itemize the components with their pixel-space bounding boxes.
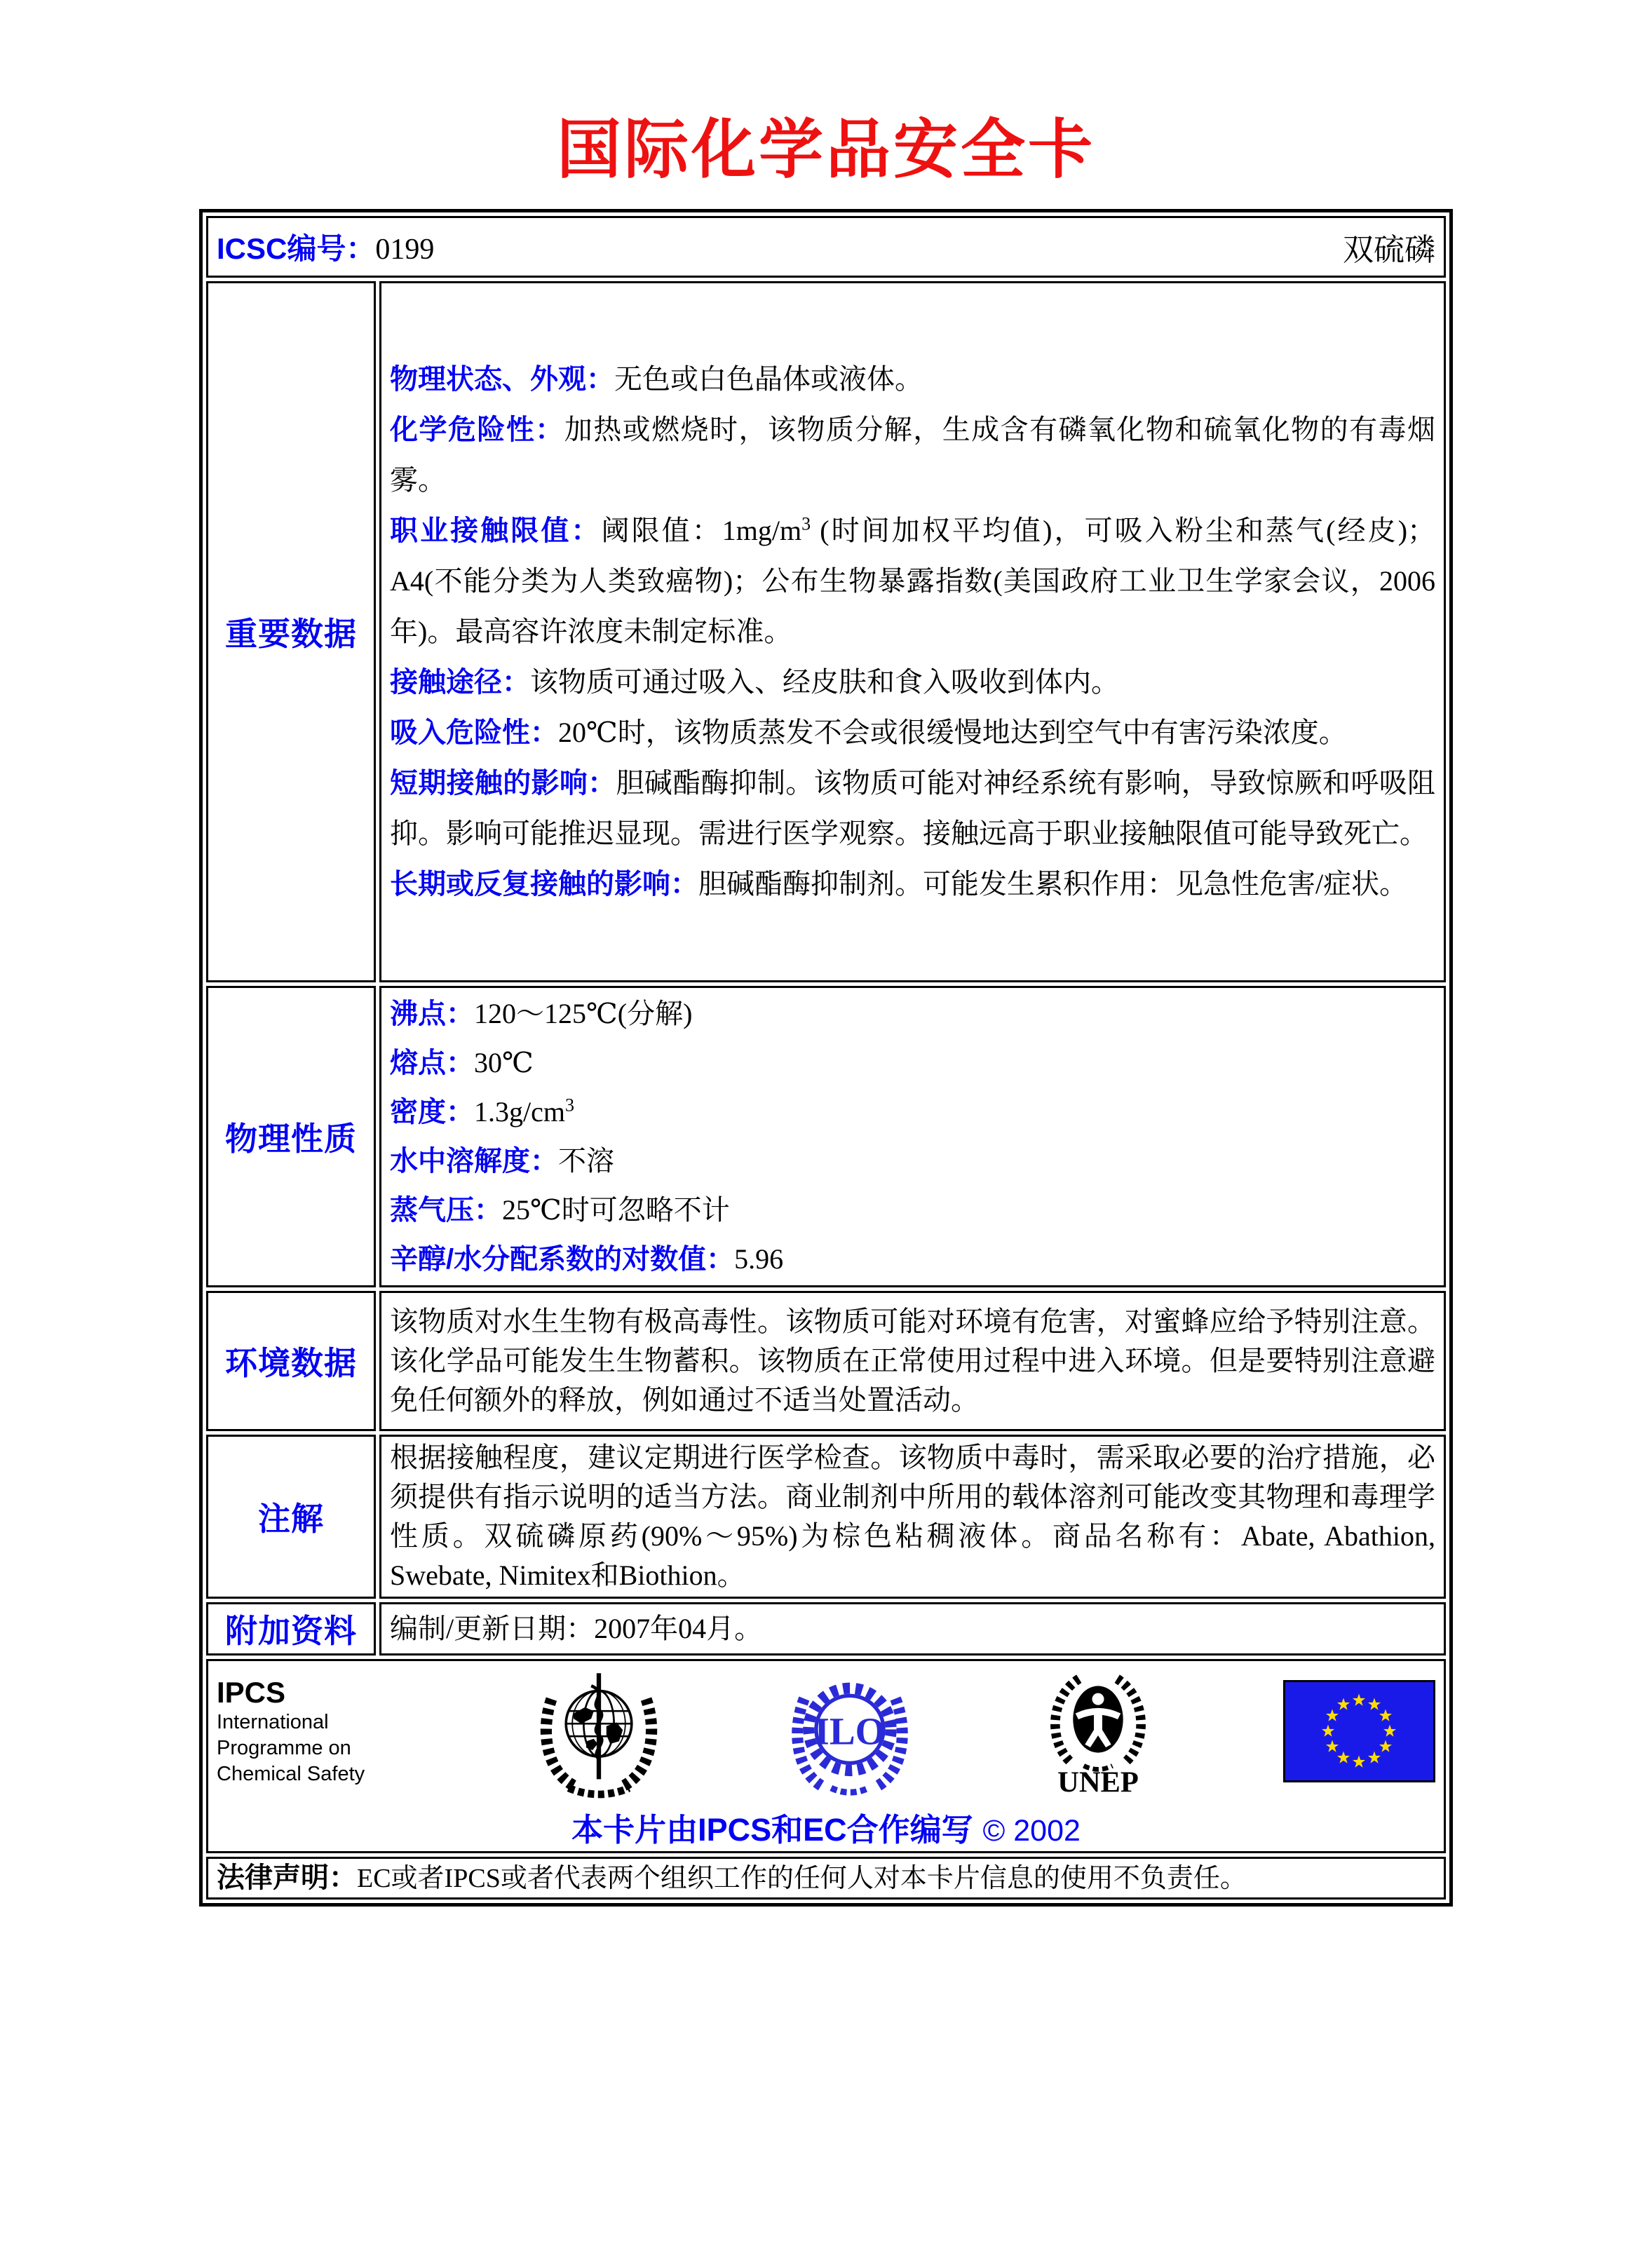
physical-properties-row <box>206 986 1446 1287</box>
field-label: 沸点： <box>390 998 474 1029</box>
physical-item <box>390 1186 1435 1235</box>
field-label: 职业接触限值： <box>390 515 602 546</box>
legal-cell <box>206 1857 1446 1900</box>
field-value: 25℃时可忽略不计 <box>502 1194 730 1226</box>
field-label: 化学危险性： <box>390 414 564 445</box>
icsc-number-value: 0199 <box>375 233 435 266</box>
ipcs-acronym: IPCS <box>217 1675 286 1709</box>
additional-info-row <box>206 1602 1446 1656</box>
environmental-text: 该物质对水生生物有极高毒性。该物质可能对环境有危害，对蜜蜂应给予特别注意。该化学品可能发生生物蓄积。该物质在正常使用过程中进入环境。但是要特别注意避免任何额外的释放，例如通过不适当处置活动。 <box>390 1306 1435 1416</box>
important-item <box>390 707 1435 758</box>
ipcs-line: Chemical Safety <box>217 1762 365 1785</box>
section-label-notes: 注解 <box>258 1501 324 1537</box>
physical-item <box>390 1038 1435 1088</box>
header-row <box>206 216 1446 278</box>
ipcs-line: Programme on <box>217 1736 351 1759</box>
legal-label: 法律声明： <box>217 1862 357 1893</box>
notes-text: 根据接触程度，建议定期进行医学检查。该物质中毒时，需采取必要的治疗措施，必须提供有指示说明的适当方法。商业制剂中所用的载体溶剂可能改变其物理和毒理学性质。双硫磷原药(90%～95%)为棕色粘稠液体。商品名称有：Abate, Abathion, Swebate, Nimitex和Biothion。 <box>390 1442 1435 1591</box>
important-item <box>390 506 1435 657</box>
field-value: 阈限值：1mg/m <box>601 515 802 546</box>
environmental-data-content <box>379 1291 1446 1431</box>
ilo-emblem-icon <box>787 1667 912 1796</box>
legal-text: EC或者IPCS或者代表两个组织工作的任何人对本卡片信息的使用不负责任。 <box>357 1864 1247 1893</box>
important-data-content <box>379 281 1446 982</box>
section-label-environmental-data: 环境数据 <box>225 1345 357 1381</box>
ilo-letters: ILO <box>814 1709 886 1753</box>
field-label: 水中溶解度： <box>390 1146 558 1177</box>
environmental-data-row <box>206 1291 1446 1431</box>
notes-content <box>379 1435 1446 1599</box>
card-table <box>203 212 1449 1903</box>
section-cell-notes <box>206 1435 376 1599</box>
icsc-number-group <box>217 226 434 268</box>
field-value: 120～125℃(分解) <box>474 998 693 1029</box>
field-value: 5.96 <box>734 1243 784 1275</box>
important-item <box>390 354 1435 405</box>
unep-letters: UNEP <box>1057 1766 1139 1797</box>
important-item <box>390 859 1435 909</box>
superscript: 3 <box>564 1095 574 1116</box>
important-item <box>390 405 1435 506</box>
superscript: 3 <box>801 513 811 534</box>
field-label: 短期接触的影响： <box>390 768 616 799</box>
icsc-number-label: ICSC编号： <box>217 232 376 265</box>
copyright-line <box>217 1804 1435 1850</box>
section-cell-additional <box>206 1602 376 1656</box>
notes-row <box>206 1435 1446 1599</box>
section-label-physical-properties: 物理性质 <box>225 1120 357 1157</box>
field-label: 辛醇/水分配系数的对数值： <box>390 1244 735 1275</box>
section-cell-physical <box>206 986 376 1287</box>
icsc-card <box>199 209 1453 1907</box>
physical-properties-content <box>379 986 1446 1287</box>
field-value: 无色或白色晶体或液体。 <box>614 363 923 395</box>
copyright-year: © 2002 <box>982 1814 1081 1848</box>
physical-item <box>390 1088 1435 1137</box>
section-cell-environment <box>206 1291 376 1431</box>
important-item <box>390 657 1435 707</box>
field-value: 20℃时，该物质蒸发不会或很缓慢地达到空气中有害污染浓度。 <box>558 717 1347 748</box>
unep-emblem-icon <box>1038 1665 1158 1797</box>
field-label: 密度： <box>390 1097 474 1128</box>
important-item <box>390 758 1435 859</box>
copyright-text: 本卡片由IPCS和EC合作编写 <box>571 1812 973 1848</box>
field-value: 30℃ <box>474 1047 534 1078</box>
field-label: 长期或反复接触的影响： <box>390 869 698 900</box>
field-value: 加热或燃烧时，该物质分解，生成含有磷氧化物和硫氧化物的有毒烟雾。 <box>390 414 1436 496</box>
field-value: 该物质可通过吸入、经皮肤和食入吸收到体内。 <box>530 666 1119 698</box>
ipcs-block <box>217 1676 409 1787</box>
field-value: 胆碱酯酶抑制剂。可能发生累积作用：见急性危害/症状。 <box>698 868 1408 900</box>
footer-row <box>206 1659 1446 1853</box>
important-data-row <box>206 281 1446 982</box>
page-title: 国际化学品安全卡 <box>556 114 1095 186</box>
additional-info-content <box>379 1602 1446 1656</box>
chemical-name: 双硫磷 <box>1343 233 1435 267</box>
field-label: 吸入危险性： <box>390 717 558 748</box>
section-label-additional-info: 附加资料 <box>225 1613 357 1649</box>
physical-item <box>390 1137 1435 1186</box>
section-label-important-data: 重要数据 <box>225 616 357 652</box>
logo-strip <box>217 1663 1435 1800</box>
field-label: 接触途径： <box>390 667 530 698</box>
additional-info-text: 编制/更新日期：2007年04月。 <box>390 1613 763 1644</box>
who-emblem-icon <box>536 1663 662 1800</box>
field-value: 不溶 <box>558 1145 614 1177</box>
physical-item <box>390 1235 1435 1284</box>
field-value: 1.3g/cm <box>474 1096 565 1128</box>
section-cell-important <box>206 281 376 982</box>
field-label: 蒸气压： <box>390 1195 502 1226</box>
field-label: 物理状态、外观： <box>390 364 614 395</box>
eu-flag-icon <box>1283 1680 1435 1782</box>
field-value: 胆碱酯酶抑制。该物质可能对神经系统有影响，导致惊厥和呼吸阻抑。影响可能推迟显现。需进行医学观察。接触远高于职业接触限值可能导致死亡。 <box>390 767 1436 849</box>
header-cell <box>206 216 1446 278</box>
physical-item <box>390 989 1435 1038</box>
field-label: 熔点： <box>390 1048 474 1078</box>
legal-row <box>206 1857 1446 1900</box>
ipcs-line: International <box>217 1710 329 1733</box>
footer-cell <box>206 1659 1446 1853</box>
field-value: (时间加权平均值)，可吸入粉尘和蒸气(经皮)；A4(不能分类为人类致癌物)；公布生物暴露指数(美国政府工业卫生学家会议，2006年)。最高容许浓度未制定标准。 <box>390 515 1436 647</box>
